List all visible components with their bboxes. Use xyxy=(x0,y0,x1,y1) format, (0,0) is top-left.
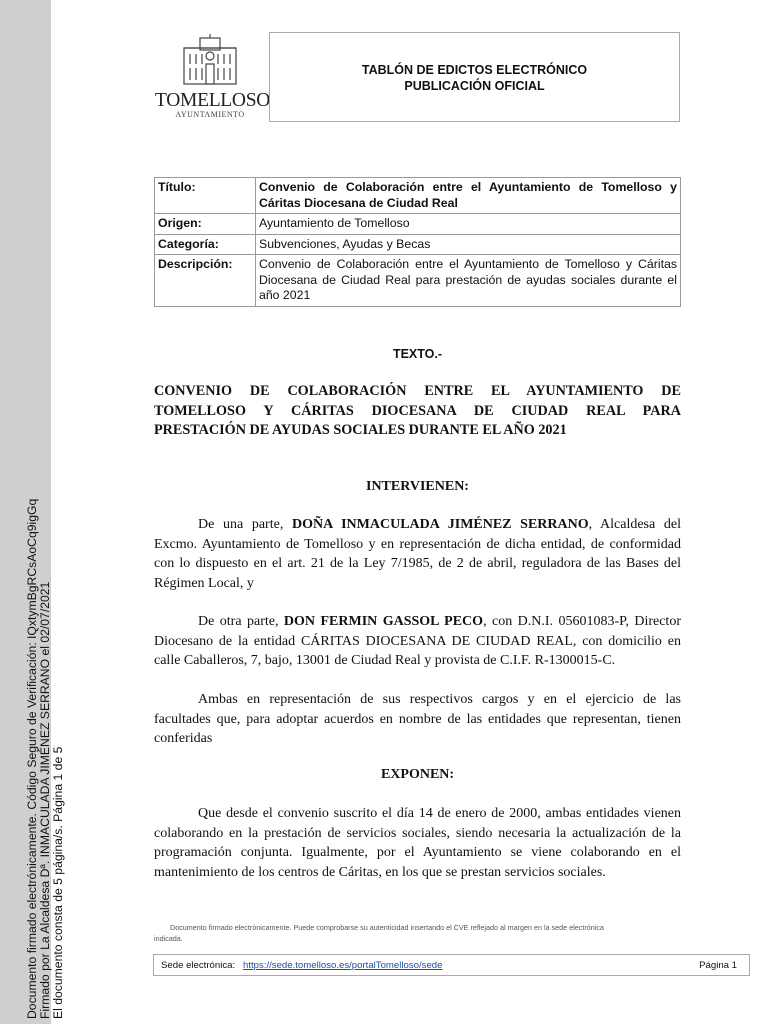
page-number: Página 1 xyxy=(699,960,737,971)
header-subtitle: PUBLICACIÓN OFICIAL xyxy=(404,79,545,93)
text-span: , Alcaldesa del xyxy=(588,517,681,532)
table-row xyxy=(155,255,681,307)
intervienen-heading: INTERVIENEN: xyxy=(366,479,469,494)
origen-value: Ayuntamiento de Tomelloso xyxy=(256,214,681,235)
categoria-value: Subvenciones, Ayudas y Becas xyxy=(256,234,681,255)
table-row xyxy=(155,214,681,235)
convenio-title-line: TOMELLOSO Y CÁRITAS DIOCESANA DE CIUDAD REAL PARA xyxy=(154,402,681,419)
paragraph-line: Ambas en representación de sus respectivos cargos y en el ejercicio de las xyxy=(198,692,681,707)
paragraph-second-party xyxy=(154,612,681,671)
text-span: De otra parte, xyxy=(198,614,284,629)
paragraph-line: facultades que, para adoptar acuerdos en nombre de las entidades que representan, tienen xyxy=(154,711,681,727)
paragraph-line: con lo dispuesto en el art. 21 de la Ley 7/1985, de 2 de abril, reguladora de las Bases del xyxy=(154,556,681,571)
texto-heading: TEXTO.- xyxy=(392,347,443,361)
origen-label: Origen: xyxy=(155,214,256,235)
edict-board-header xyxy=(269,32,680,122)
paragraph-line: Que desde el convenio suscrito el día 14 de enero de 2000, ambas entidades vienen xyxy=(198,806,681,821)
paragraph-line xyxy=(154,612,681,632)
paragraph-line: mantenimiento de los centros de Cáritas, en los que se prestan servicios sociales. xyxy=(154,864,606,880)
convenio-title-line: PRESTACIÓN DE AYUDAS SOCIALES DURANTE EL AÑO 2021 xyxy=(154,422,567,438)
titulo-value: Convenio de Colaboración entre el Ayuntamiento de Tomelloso y Cáritas Diocesana de Ciudad Real xyxy=(256,178,681,214)
verification-sidebar xyxy=(0,0,66,1024)
logo-subtitle: AYUNTAMIENTO xyxy=(175,110,245,119)
alcaldesa-name: DOÑA INMACULADA JIMÉNEZ SERRANO xyxy=(291,517,589,532)
paragraph-line: Régimen Local, y xyxy=(154,575,254,591)
paragraph-line xyxy=(154,515,681,535)
town-hall-emblem-icon xyxy=(180,34,240,86)
director-name: DON FERMIN GASSOL PECO xyxy=(283,614,484,629)
exponen-heading: EXPONEN: xyxy=(380,767,455,782)
page-footer xyxy=(153,954,750,976)
convenio-title-line: CONVENIO DE COLABORACIÓN ENTRE EL AYUNTAMIENTO DE xyxy=(154,383,681,399)
descripcion-label: Descripción: xyxy=(155,255,256,307)
table-row xyxy=(155,234,681,255)
signature-line: Firmado por La Alcaldesa Dª. INMACULADA JIMÉNEZ SERRANO el 02/07/2021 xyxy=(38,581,53,1019)
logo-name: TOMELLOSO xyxy=(155,90,271,111)
descripcion-value: Convenio de Colaboración entre el Ayuntamiento de Tomelloso y Cáritas Diocesana de Ciudad Real para prestación de ayudas sociales durante el año 2021 xyxy=(256,255,681,307)
verification-text xyxy=(26,479,66,1019)
paragraph-line: calle Caballeros, 7, bajo, 13001 de Ciudad Real y provista de C.I.F. R-1300015-C. xyxy=(154,653,616,668)
paragraph-first-party xyxy=(154,515,681,593)
page-count-line: El documento consta de 5 página/s. Página 1 de 5 xyxy=(51,746,66,1019)
paragraph-line: Diocesano de la entidad CÁRITAS DIOCESANA DE CIUDAD REAL, con domicilio en xyxy=(154,633,681,649)
authenticity-note-line: indicada. xyxy=(154,934,183,943)
paragraph-line: conferidas xyxy=(154,731,213,746)
paragraph-line: colaborando en la prestación de servicios sociales, siendo necesaria la actualización de la xyxy=(154,825,681,841)
paragraph-line: programación conjunta. Igualmente, por el Ayuntamiento se viene colaborando en el xyxy=(154,845,681,860)
text-span: , con D.N.I. 05601083-P, Director xyxy=(483,614,681,629)
titulo-label: Título: xyxy=(155,178,256,214)
text-span: De una parte, xyxy=(198,517,292,532)
table-row xyxy=(155,178,681,214)
publication-metadata-table xyxy=(154,177,681,307)
categoria-label: Categoría: xyxy=(155,234,256,255)
tomelloso-logo xyxy=(155,34,271,122)
header-title: TABLÓN DE EDICTOS ELECTRÓNICO xyxy=(361,63,588,77)
verification-line: Documento firmado electrónicamente. Código Seguro de Verificación: IQxtymBgRCsAoCq9igGq xyxy=(25,498,39,1019)
authenticity-note xyxy=(154,922,681,944)
sede-label: Sede electrónica: xyxy=(161,960,236,971)
paragraph-representation xyxy=(154,690,681,749)
sede-link[interactable]: https://sede.tomelloso.es/portalTomelloso/sede xyxy=(243,960,443,971)
convenio-title xyxy=(154,382,681,441)
paragraph-line: Excmo. Ayuntamiento de Tomelloso y en representación de dicha entidad, de conformidad xyxy=(154,536,681,552)
authenticity-note-line: Documento firmado electrónicamente. Puede comprobarse su autenticidad insertando el CVE reflejado al margen en la sede electrónica xyxy=(170,923,604,932)
paragraph-exponen xyxy=(154,804,681,882)
